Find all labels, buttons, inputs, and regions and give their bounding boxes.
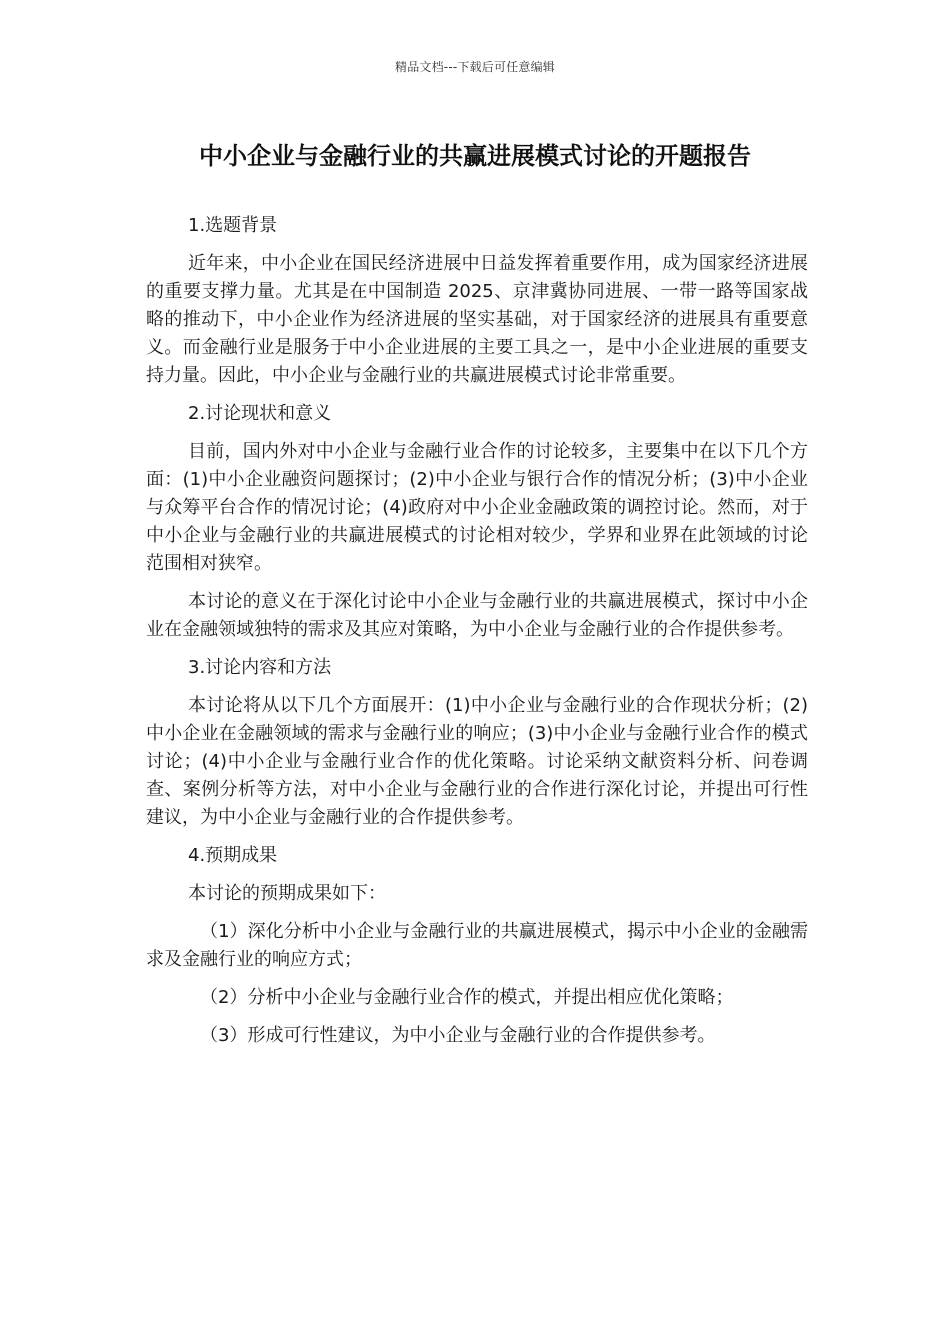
document-title: 中小企业与金融行业的共赢进展模式讨论的开题报告	[199, 142, 751, 170]
paragraph-methods: 本讨论将从以下几个方面展开：(1)中小企业与金融行业的合作现状分析；(2)中小企业在金融领域的需求与金融行业的响应；(3)中小企业与金融行业合作的模式讨论；(4)中小企业与金融行业合作的优化策略。讨论采纳文献资料分析、问卷调查、案例分析等方法，对中小企业与金融行业的合作进行深化讨论，并提出可行性建议，为中小企业与金融行业的合作提供参考。	[146, 695, 808, 828]
paragraph-background: 近年来，中小企业在国民经济进展中日益发挥着重要作用，成为国家经济进展的重要支撑力量。尤其是在中国制造 2025、京津冀协同进展、一带一路等国家战略的推动下，中小企业作为经济进展的坚实基础，对于国家经济的进展具有重要意义。而金融行业是服务于中小企业进展的主要工具之一，是中小企业进展的重要支持力量。因此，中小企业与金融行业的共赢进展模式讨论非常重要。	[146, 253, 808, 386]
list-item: （2）分析中小企业与金融行业合作的模式，并提出相应优化策略；	[200, 987, 734, 1008]
paragraph-outcomes-intro: 本讨论的预期成果如下：	[188, 883, 386, 904]
section-heading-methods: 3.讨论内容和方法	[188, 657, 332, 678]
document-body	[146, 212, 808, 1060]
list-item: （1）深化分析中小企业与金融行业的共赢进展模式，揭示中小企业的金融需求及金融行业的响应方式；	[146, 921, 808, 970]
section-heading-outcomes: 4.预期成果	[188, 845, 278, 866]
header-note: 精品文档---下载后可任意编辑	[395, 60, 555, 74]
list-item: （3）形成可行性建议，为中小企业与金融行业的合作提供参考。	[200, 1025, 716, 1046]
paragraph-significance: 本讨论的意义在于深化讨论中小企业与金融行业的共赢进展模式，探讨中小企业在金融领域独特的需求及其应对策略，为中小企业与金融行业的合作提供参考。	[146, 591, 808, 640]
section-heading-background: 1.选题背景	[188, 215, 278, 236]
paragraph-status: 目前，国内外对中小企业与金融行业合作的讨论较多，主要集中在以下几个方面：(1)中小企业融资问题探讨；(2)中小企业与银行合作的情况分析；(3)中小企业与众筹平台合作的情况讨论；(4)政府对中小企业金融政策的调控讨论。然而，对于中小企业与金融行业的共赢进展模式的讨论相对较少，学界和业界在此领域的讨论范围相对狭窄。	[146, 441, 808, 574]
section-heading-status: 2.讨论现状和意义	[188, 403, 332, 424]
